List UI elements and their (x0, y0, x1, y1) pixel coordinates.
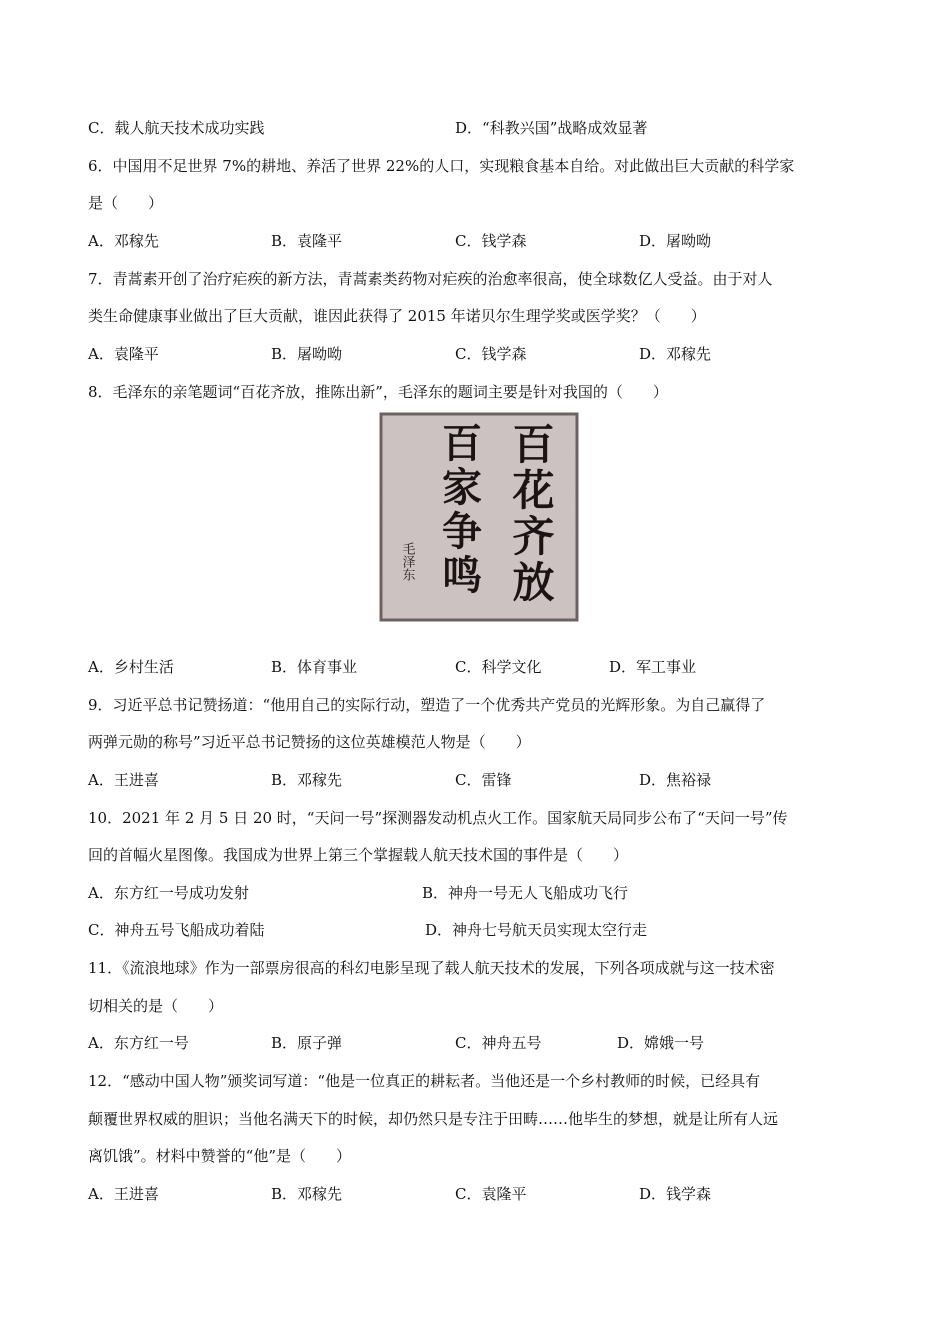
q7-option-c: C．钱学森 (455, 345, 527, 363)
q10-option-c: C．神舟五号飞船成功着陆 (88, 921, 265, 939)
q8-option-d: D．军工事业 (609, 658, 697, 676)
q8-option-a: A．乡村生活 (88, 658, 174, 676)
q9-option-c: C．雷锋 (455, 771, 512, 789)
q12-stem-line3: 离饥饿”。材料中赞誉的“他”是（ ） (88, 1147, 352, 1165)
q8-option-b: B．体育事业 (271, 658, 358, 676)
calligraphy-svg (371, 412, 579, 624)
q6-stem-line2: 是（ ） (88, 194, 164, 212)
q8-option-c: C．科学文化 (455, 658, 542, 676)
q9-option-d: D．焦裕禄 (639, 771, 712, 789)
q10-option-a: A．东方红一号成功发射 (88, 884, 249, 902)
q6-stem-line1: 6．中国用不足世界 7%的耕地、养活了世界 22%的人口，实现粮食基本自给。对此做出巨大贡献的科学家 (88, 157, 795, 175)
q9-stem-line1: 9．习近平总书记赞扬道：“他用自己的实际行动，塑造了一个优秀共产党员的光辉形象。为自己赢得了 (88, 696, 766, 714)
q12-option-c: C．袁隆平 (455, 1185, 527, 1203)
q9-option-a: A．王进喜 (88, 771, 159, 789)
calligraphy-left-column: 百家争鸣 (435, 422, 483, 598)
q12-stem-line1: 12．“感动中国人物”颁奖词写道：“他是一位真正的耕耘者。当他还是一个乡村教师的时候，已经具有 (88, 1072, 761, 1090)
q11-option-b: B．原子弹 (271, 1034, 343, 1052)
q10-option-d: D．神舟七号航天员实现太空行走 (425, 921, 648, 939)
q12-option-d: D．钱学森 (639, 1185, 712, 1203)
q9-option-b: B．邓稼先 (271, 771, 343, 789)
calligraphy-image (371, 412, 579, 624)
q5-option-c: C．载人航天技术成功实践 (88, 119, 265, 137)
q12-option-b: B．邓稼先 (271, 1185, 343, 1203)
q11-option-a: A．东方红一号 (88, 1034, 189, 1052)
q7-option-d: D．邓稼先 (639, 345, 712, 363)
q12-option-a: A．王进喜 (88, 1185, 159, 1203)
q6-option-d: D．屠呦呦 (639, 232, 712, 250)
q6-option-a: A．邓稼先 (88, 232, 159, 250)
q10-stem-line2: 回的首幅火星图像。我国成为世界上第三个掌握载人航天技术国的事件是（ ） (88, 846, 629, 864)
q10-stem-line1: 10．2021 年 2 月 5 日 20 时，“天问一号”探测器发动机点火工作。国家航天局同步公布了“天问一号”传 (88, 809, 788, 827)
calligraphy-signature: 毛泽东 (399, 542, 415, 581)
q11-stem-line2: 切相关的是（ ） (88, 997, 224, 1015)
q6-option-b: B．袁隆平 (271, 232, 343, 250)
q10-option-b: B．神舟一号无人飞船成功飞行 (422, 884, 629, 902)
q6-option-c: C．钱学森 (455, 232, 527, 250)
q9-stem-line2: 两弹元勋的称号”习近平总书记赞扬的这位英雄模范人物是（ ） (88, 733, 531, 751)
q7-option-a: A．袁隆平 (88, 345, 159, 363)
q11-stem-line1: 11．《流浪地球》作为一部票房很高的科幻电影呈现了载人航天技术的发展，下列各项成就与这一技术密 (88, 959, 775, 977)
q5-option-d: D．“科教兴国”战略成效显著 (455, 119, 648, 137)
q8-stem-line1: 8．毛泽东的亲笔题词“百花齐放，推陈出新”，毛泽东的题词主要是针对我国的（ ） (88, 383, 668, 401)
q7-stem-line1: 7．青蒿素开创了治疗疟疾的新方法，青蒿素类药物对疟疾的治愈率很高，使全球数亿人受益。由于对人 (88, 270, 773, 288)
calligraphy-right-column: 百花齐放 (506, 422, 556, 606)
q7-option-b: B．屠呦呦 (271, 345, 343, 363)
q11-option-d: D．嫦娥一号 (617, 1034, 705, 1052)
q7-stem-line2: 类生命健康事业做出了巨大贡献，谁因此获得了 2015 年诺贝尔生理学奖或医学奖？（ ） (88, 307, 706, 325)
q11-option-c: C．神舟五号 (455, 1034, 542, 1052)
q12-stem-line2: 颠覆世界权威的胆识；当他名满天下的时候，却仍然只是专注于田畴……他毕生的梦想，就是让所有人远 (88, 1110, 779, 1128)
